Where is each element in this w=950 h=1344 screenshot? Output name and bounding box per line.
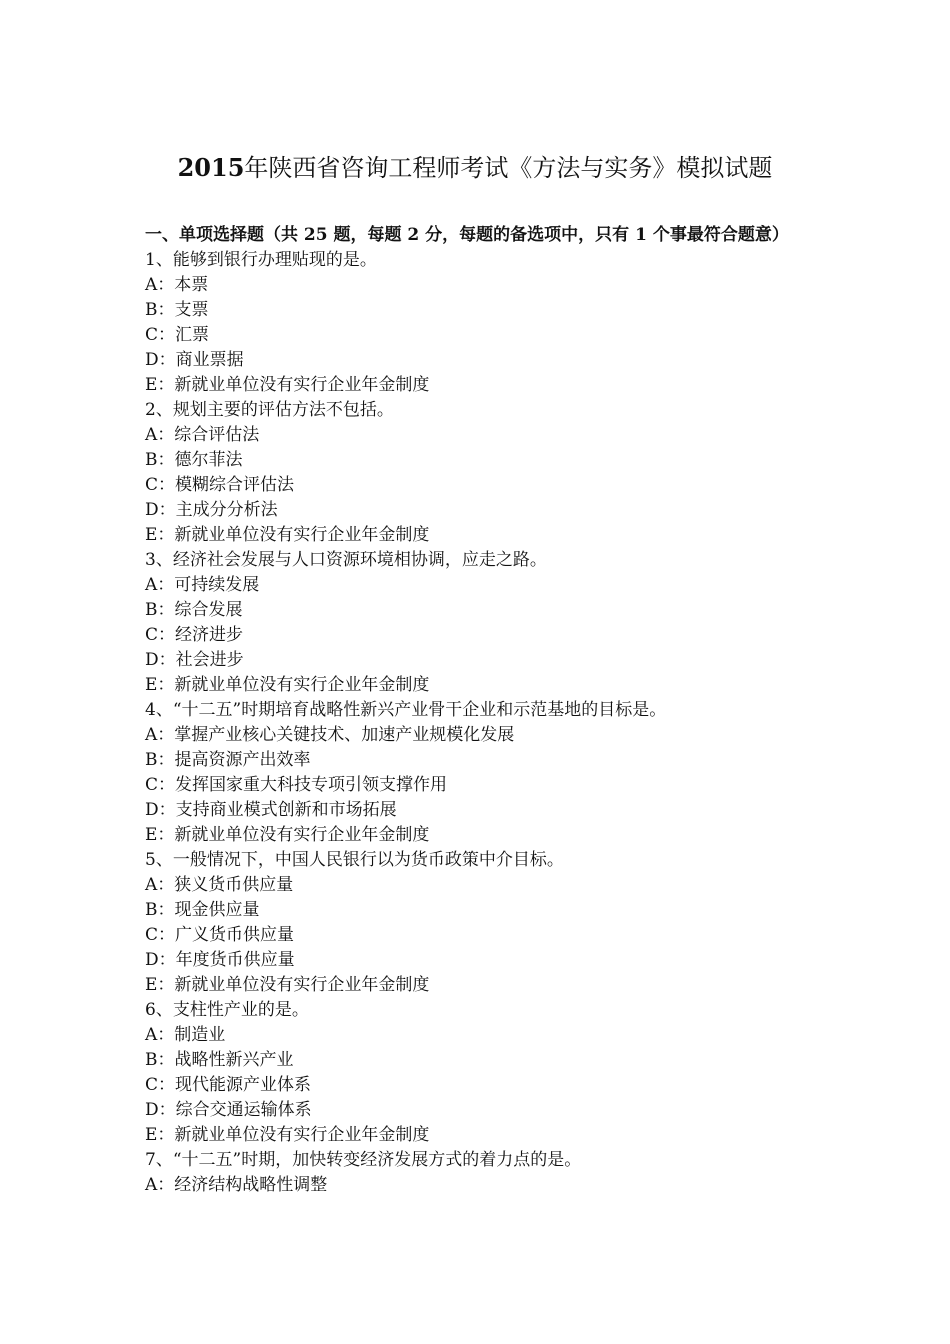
option-b: B：现金供应量 [145, 900, 260, 920]
option-e: E：新就业单位没有实行企业年金制度 [145, 975, 430, 995]
option-d: D：主成分分析法 [145, 500, 278, 520]
option-b: B：德尔菲法 [145, 450, 243, 470]
question-stem: 2、规划主要的评估方法不包括。 [145, 400, 394, 420]
question-1 [145, 248, 815, 398]
option-a: A：可持续发展 [145, 575, 260, 595]
option-e: E：新就业单位没有实行企业年金制度 [145, 1125, 430, 1145]
question-6 [145, 998, 815, 1148]
option-c: C：广义货币供应量 [145, 925, 295, 945]
title-year: 2015 [177, 153, 245, 182]
option-b: B：综合发展 [145, 600, 243, 620]
question-stem: 4、“十二五”时期培育战略性新兴产业骨干企业和示范基地的目标是。 [145, 700, 667, 720]
option-b: B：支票 [145, 300, 209, 320]
question-4 [145, 698, 815, 848]
option-e: E：新就业单位没有实行企业年金制度 [145, 825, 430, 845]
option-a: A：掌握产业核心关键技术、加速产业规模化发展 [145, 725, 515, 745]
question-stem: 6、支柱性产业的是。 [145, 1000, 309, 1020]
option-a: A：本票 [145, 275, 209, 295]
option-d: D：综合交通运输体系 [145, 1100, 312, 1120]
question-stem: 7、“十二五”时期，加快转变经济发展方式的着力点的是。 [145, 1150, 582, 1170]
option-e: E：新就业单位没有实行企业年金制度 [145, 375, 430, 395]
question-stem: 3、经济社会发展与人口资源环境相协调，应走之路。 [145, 550, 547, 570]
question-7 [145, 1148, 815, 1198]
title-text: 年陕西省咨询工程师考试《方法与实务》模拟试题 [244, 154, 773, 182]
question-5 [145, 848, 815, 998]
option-c: C：现代能源产业体系 [145, 1075, 312, 1095]
option-c: C：汇票 [145, 325, 210, 345]
question-stem: 5、一般情况下，中国人民银行以为货币政策中介目标。 [145, 850, 564, 870]
option-c: C：模糊综合评估法 [145, 475, 295, 495]
option-b: B：战略性新兴产业 [145, 1050, 294, 1070]
option-a: A：制造业 [145, 1025, 226, 1045]
option-e: E：新就业单位没有实行企业年金制度 [145, 675, 430, 695]
option-c: C：经济进步 [145, 625, 244, 645]
option-b: B：提高资源产出效率 [145, 750, 311, 770]
option-c: C：发挥国家重大科技专项引领支撑作用 [145, 775, 448, 795]
question-stem: 1、能够到银行办理贴现的是。 [145, 250, 377, 270]
option-d: D：商业票据 [145, 350, 244, 370]
section-heading: 一、单项选择题（共 25 题，每题 2 分，每题的备选项中，只有 1 个事最符合题意） [145, 225, 789, 245]
option-d: D：社会进步 [145, 650, 244, 670]
option-a: A：综合评估法 [145, 425, 260, 445]
option-e: E：新就业单位没有实行企业年金制度 [145, 525, 430, 545]
option-a: A：经济结构战略性调整 [145, 1175, 328, 1195]
document-body [145, 223, 815, 1198]
question-3 [145, 548, 815, 698]
option-d: D：支持商业模式创新和市场拓展 [145, 800, 397, 820]
question-2 [145, 398, 815, 548]
option-a: A：狭义货币供应量 [145, 875, 294, 895]
document-title [0, 152, 950, 184]
option-d: D：年度货币供应量 [145, 950, 295, 970]
